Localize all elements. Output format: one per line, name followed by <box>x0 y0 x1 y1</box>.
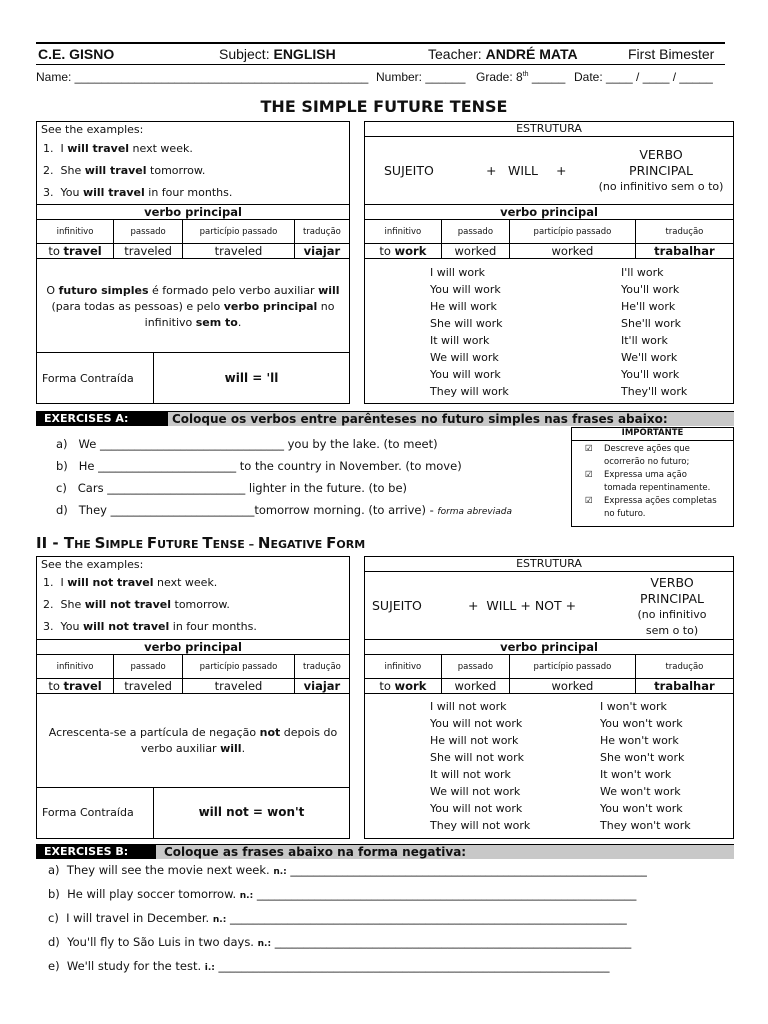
example-2: 2. She will not travel tomorrow. <box>43 598 230 611</box>
checkbox-icon: ☑ <box>585 444 593 454</box>
contracted-form-2: will not = won't <box>198 805 305 819</box>
example-3: 3. You will travel in four months. <box>43 186 233 199</box>
forma-contraida-label-2: Forma Contraída <box>42 806 134 819</box>
subject: Subject: ENGLISH <box>219 46 336 62</box>
exercise-b-item[interactable]: e) We'll study for the test. i.: ____________________________________________________________________ <box>48 959 610 973</box>
number-field[interactable]: Number: ______ <box>376 70 466 84</box>
exercises-a-label: EXERCISES A: <box>36 412 168 426</box>
exercises-a-list <box>56 433 512 523</box>
grade-field[interactable]: Grade: 8th _____ <box>476 70 566 84</box>
exercise-b-item[interactable]: c) I will travel in December. n.: _____________________________________________________________________ <box>48 911 627 925</box>
checkbox-icon: ☑ <box>585 496 593 506</box>
page-title: THE SIMPLE FUTURE TENSE <box>260 97 508 116</box>
worksheet-header <box>36 42 725 65</box>
forma-contraida-label: Forma Contraída <box>42 372 134 385</box>
exercise-a-item[interactable]: d) They _________________________tomorrow morning. (to arrive) - forma abreviada <box>56 503 512 517</box>
teacher: Teacher: ANDRÉ MATA <box>428 46 578 62</box>
exercises-b-list <box>48 859 728 979</box>
exercise-b-item[interactable]: a) They will see the movie next week. n.: ______________________________________________________________ <box>48 863 647 877</box>
conjugation-full: I will work You will work He will work She will work It will work We will work You will work They will work <box>430 266 509 398</box>
importante-item: ☑ Expressa ações completas no futuro. <box>585 496 717 519</box>
divider <box>36 787 350 788</box>
exercise-a-item[interactable]: a) We ________________________________ you by the lake. (to meet) <box>56 437 438 451</box>
importante-item: ☑ Descreve ações que ocorrerão no futuro; <box>585 444 690 467</box>
example-3: 3. You will not travel in four months. <box>43 620 257 633</box>
exercise-a-item[interactable]: c) Cars ________________________ lighter in the future. (to be) <box>56 481 408 495</box>
examples-list-2 <box>43 572 257 638</box>
contracted-form: will = 'll <box>224 371 279 385</box>
structure-plus-2: + <box>556 163 567 178</box>
structure-will: WILL <box>508 163 538 178</box>
importante-list <box>585 443 717 521</box>
structure-will-not: + WILL + NOT + <box>468 598 577 613</box>
example-2: 2. She will travel tomorrow. <box>43 164 206 177</box>
exercise-b-item[interactable]: b) He will play soccer tomorrow. n.: __________________________________________________________________ <box>48 887 637 901</box>
examples-list <box>43 138 232 204</box>
exercises-b-instruction: Coloque as frases abaixo na forma negativa: <box>164 845 467 859</box>
verb-table-work-2: verbo principal infinitivo passado particípio passado tradução to work worked worked trabalhar <box>364 639 734 694</box>
estrutura-heading: ESTRUTURA <box>364 122 734 137</box>
explanation-text-2: Acrescenta-se a partícula de negação not depois do verbo auxiliar will. <box>48 726 338 755</box>
conjugation-short: I'll work You'll work He'll work She'll work It'll work We'll work You'll work They'll work <box>621 266 688 398</box>
conjugation-full-2: I will not work You will not work He will not work She will not work It will not work We will not work You will not work They will not work <box>430 700 531 832</box>
examples-title: See the examples: <box>41 123 144 136</box>
examples-title-2: See the examples: <box>41 558 144 571</box>
exercises-a-instruction: Coloque os verbos entre parênteses no futuro simples nas frases abaixo: <box>172 412 668 426</box>
structure-sujeito: SUJEITO <box>384 163 434 178</box>
importante-heading: IMPORTANTE <box>571 428 734 441</box>
verb-table-work: verbo principal infinitivo passado particípio passado tradução to work worked worked trabalhar <box>364 204 734 259</box>
verb-table-travel: verbo principal infinitivo passado particípio passado tradução to travel traveled traveled viajar <box>36 204 350 259</box>
exercises-b-label: EXERCISES B: <box>36 845 156 859</box>
school-name: C.E. GISNO <box>38 46 115 62</box>
structure-verbo: VERBO PRINCIPAL (no infinitivo sem o to) <box>598 147 724 193</box>
explanation-text: O futuro simples é formado pelo verbo auxiliar will (para todas as pessoas) e pelo verbo principal no infinitivo sem to. <box>46 284 340 329</box>
structure-sujeito-2: SUJEITO <box>372 598 422 613</box>
divider <box>36 352 350 353</box>
conjugation-short-2: I won't work You won't work He won't work She won't work It won't work We won't work You won't work They won't work <box>600 700 691 832</box>
example-1: 1. I will not travel next week. <box>43 576 218 589</box>
importante-item: ☑ Expressa uma ação tomada repentinamente. <box>585 470 711 493</box>
period: First Bimester <box>628 46 715 62</box>
exercise-a-item[interactable]: b) He ________________________ to the country in November. (to move) <box>56 459 462 473</box>
structure-plus-1: + <box>486 163 497 178</box>
exercise-b-item[interactable]: d) You'll fly to São Luis in two days. n.: ______________________________________________________________ <box>48 935 632 949</box>
structure-verbo-2: VERBO PRINCIPAL (no infinitivo sem o to) <box>637 575 707 637</box>
section2-title: II - THE SIMPLE FUTURE TENSE – NEGATIVE FORM <box>36 534 366 552</box>
estrutura-heading-2: ESTRUTURA <box>364 557 734 572</box>
exercises-a-bar <box>36 411 734 426</box>
example-1: 1. I will travel next week. <box>43 142 193 155</box>
exercises-b-bar <box>36 844 734 859</box>
checkbox-icon: ☑ <box>585 470 593 480</box>
verb-table-travel-2: verbo principal infinitivo passado particípio passado tradução to travel traveled traveled viajar <box>36 639 350 694</box>
date-field[interactable]: Date: ____ / ____ / _____ <box>574 70 713 84</box>
name-field[interactable]: Name: ____________________________________________ <box>36 70 369 84</box>
